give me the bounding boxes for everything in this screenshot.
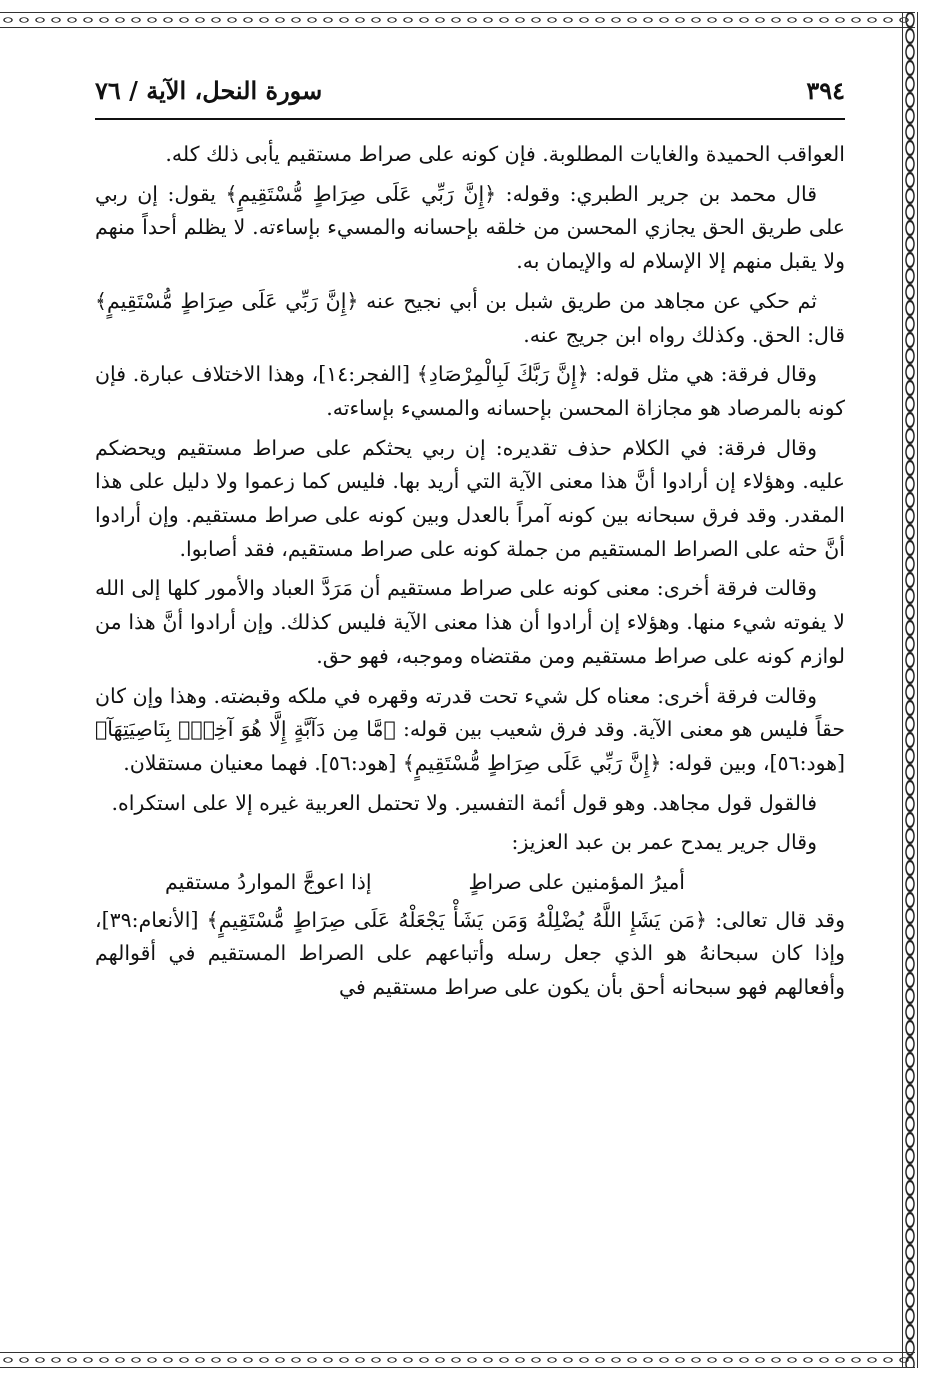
- paragraph: وقالت فرقة أخرى: معنى كونه على صراط مستقيم أن مَرَدَّ العباد والأمور كلها إلى الله لا يفوته شيء منها. وهؤلاء إن أرادوا أن هذا معنى الآية فليس كذلك. وإن أرادوا أنَّ هذا من لوازم كونه على صراط مستقيم ومن مقتضاه وموجبه، فهو حق.: [95, 576, 845, 668]
- paragraph: وقال فرقة: في الكلام حذف تقديره: إن ربي يحثكم على صراط مستقيم ويحضكم عليه. وهؤلاء إن أرادوا أنَّ هذا معنى الآية التي أريد بها. فليس كما زعموا ولا دليل على هذا المقدر. وقد فرق سبحانه بين كونه آمراً بالعدل وبين كونه على صراط مستقيم. وإن أرادوا أنَّ حثه على الصراط المستقيم من جملة كونه على صراط مستقيم، فقد أصابوا.: [95, 435, 845, 561]
- decorative-border-top: [0, 12, 915, 28]
- surah-title: سورة النحل، الآية / ٧٦: [95, 75, 323, 105]
- header-rule: [95, 118, 845, 120]
- decorative-border-right: [902, 12, 918, 1368]
- running-header: [95, 70, 845, 110]
- paragraph: وقالت فرقة أخرى: معناه كل شيء تحت قدرته وقهره في ملكه وقبضته. وهذا وإن كان حقاً فليس هو معنى الآية. وقد فرق شعيب بين قوله: ﴿مَّا مِن دَآبَّةٍ إِلَّا هُوَ آخِذٌۢ بِنَاصِيَتِهَآ﴾ [هود:٥٦]، وبين قوله: ﴿إِنَّ رَبِّي عَلَى صِرَاطٍ مُّسْتَقِيمٍ﴾ [هود:٥٦]. فهما معنيان مستقلان.: [95, 683, 845, 775]
- paragraph: العواقب الحميدة والغايات المطلوبة. فإن كونه على صراط مستقيم يأبى ذلك كله.: [165, 142, 845, 166]
- paragraph: فالقول قول مجاهد. وهو قول أئمة التفسير. ولا تحتمل العربية غيره إلا على استكراه.: [111, 790, 817, 815]
- verse-hemistich-first: أميرُ المؤمنين على صراطٍ: [468, 870, 685, 895]
- paragraph: وقد قال تعالى: ﴿مَن يَشَإِ اللَّهُ يُضْلِلْهُ وَمَن يَشَأْ يَجْعَلْهُ عَلَى صِرَاطٍ مُّسْتَقِيمٍ﴾ [الأنعام:٣٩]، وإذا كان سبحانهُ هو الذي جعل رسله وأتباعهم على الصراط المستقيم في أقوالهم وأفعالهم فهو سبحانه أحق بأن يكون على صراط مستقيم في: [95, 907, 845, 1000]
- paragraph: ثم حكي عن مجاهد من طريق شبل بن أبي نجيح عنه ﴿إِنَّ رَبِّي عَلَى صِرَاطٍ مُّسْتَقِيمٍ﴾ قال: الحق. وكذلك رواه ابن جريج عنه.: [95, 288, 845, 347]
- paragraph: وقال جرير يمدح عمر بن عبد العزيز:: [511, 830, 817, 855]
- verse-hemistich-second: إذا اعوجَّ المواردُ مستقيم: [165, 870, 372, 895]
- page-number: ٣٩٤: [806, 75, 845, 105]
- decorative-border-bottom: [0, 1352, 915, 1368]
- poetry-verse: [95, 866, 845, 900]
- paragraph: وقال فرقة: هي مثل قوله: ﴿إِنَّ رَبَّكَ لَبِالْمِرْصَادِ﴾ [الفجر:١٤]، وهذا الاختلاف عبارة. فإن كونه بالمرصاد هو مجازاة المحسن بإحسانه والمسيء بإساءته.: [95, 362, 845, 420]
- body-text: [95, 138, 845, 1011]
- paragraph: قال محمد بن جرير الطبري: وقوله: ﴿إِنَّ رَبِّي عَلَى صِرَاطٍ مُّسْتَقِيمٍ﴾ يقول: إن ربي على طريق الحق يجازي المحسن من خلقه بإحسانه والمسيء بإساءته. لا يظلم أحداً منهم ولا يقبل منهم إلا الإسلام له والإيمان به.: [95, 181, 845, 274]
